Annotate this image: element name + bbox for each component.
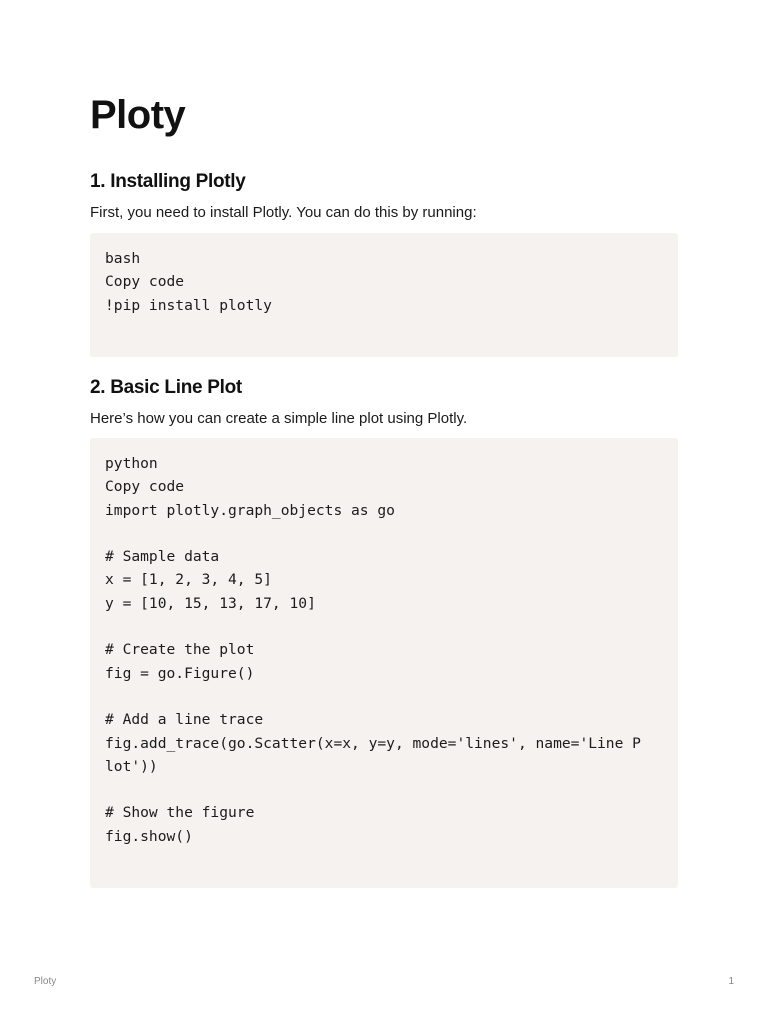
- code-line: lot')): [105, 757, 158, 775]
- code-line: [105, 615, 663, 638]
- code-line: Copy code: [105, 273, 185, 291]
- section-text-line-plot: Here’s how you can create a simple line plot using Plotly.: [90, 410, 468, 427]
- code-line: fig.add_trace(go.Scatter(x=x, y=y, mode='lines', name='Line P: [105, 734, 641, 752]
- code-line: x = [1, 2, 3, 4, 5]: [105, 571, 272, 589]
- footer-document-name: Ploty: [34, 976, 57, 987]
- code-block-install: [90, 233, 678, 357]
- footer-page-number: 1: [728, 976, 734, 987]
- section-heading-line-plot: 2. Basic Line Plot: [90, 377, 242, 398]
- section-text-installing: First, you need to install Plotly. You can do this by running:: [90, 204, 477, 221]
- code-line: !pip install plotly: [105, 296, 272, 314]
- code-line: # Show the figure: [105, 804, 255, 822]
- code-line: python: [105, 455, 158, 472]
- code-line: [105, 778, 663, 801]
- code-line: # Add a line trace: [105, 711, 264, 729]
- section-heading-installing: 1. Installing Plotly: [90, 171, 246, 192]
- code-line: # Sample data: [105, 548, 220, 566]
- code-line: [105, 522, 663, 545]
- code-line: import plotly.graph_objects as go: [105, 501, 395, 519]
- code-line: [105, 685, 663, 708]
- code-line: fig = go.Figure(): [105, 664, 255, 682]
- page-title: Ploty: [90, 93, 186, 137]
- code-line: Copy code: [105, 478, 185, 496]
- code-block-line-plot: [90, 438, 678, 888]
- code-line: fig.show(): [105, 827, 193, 845]
- code-line: bash: [105, 250, 141, 267]
- code-line: # Create the plot: [105, 641, 255, 659]
- code-line: y = [10, 15, 13, 17, 10]: [105, 594, 316, 612]
